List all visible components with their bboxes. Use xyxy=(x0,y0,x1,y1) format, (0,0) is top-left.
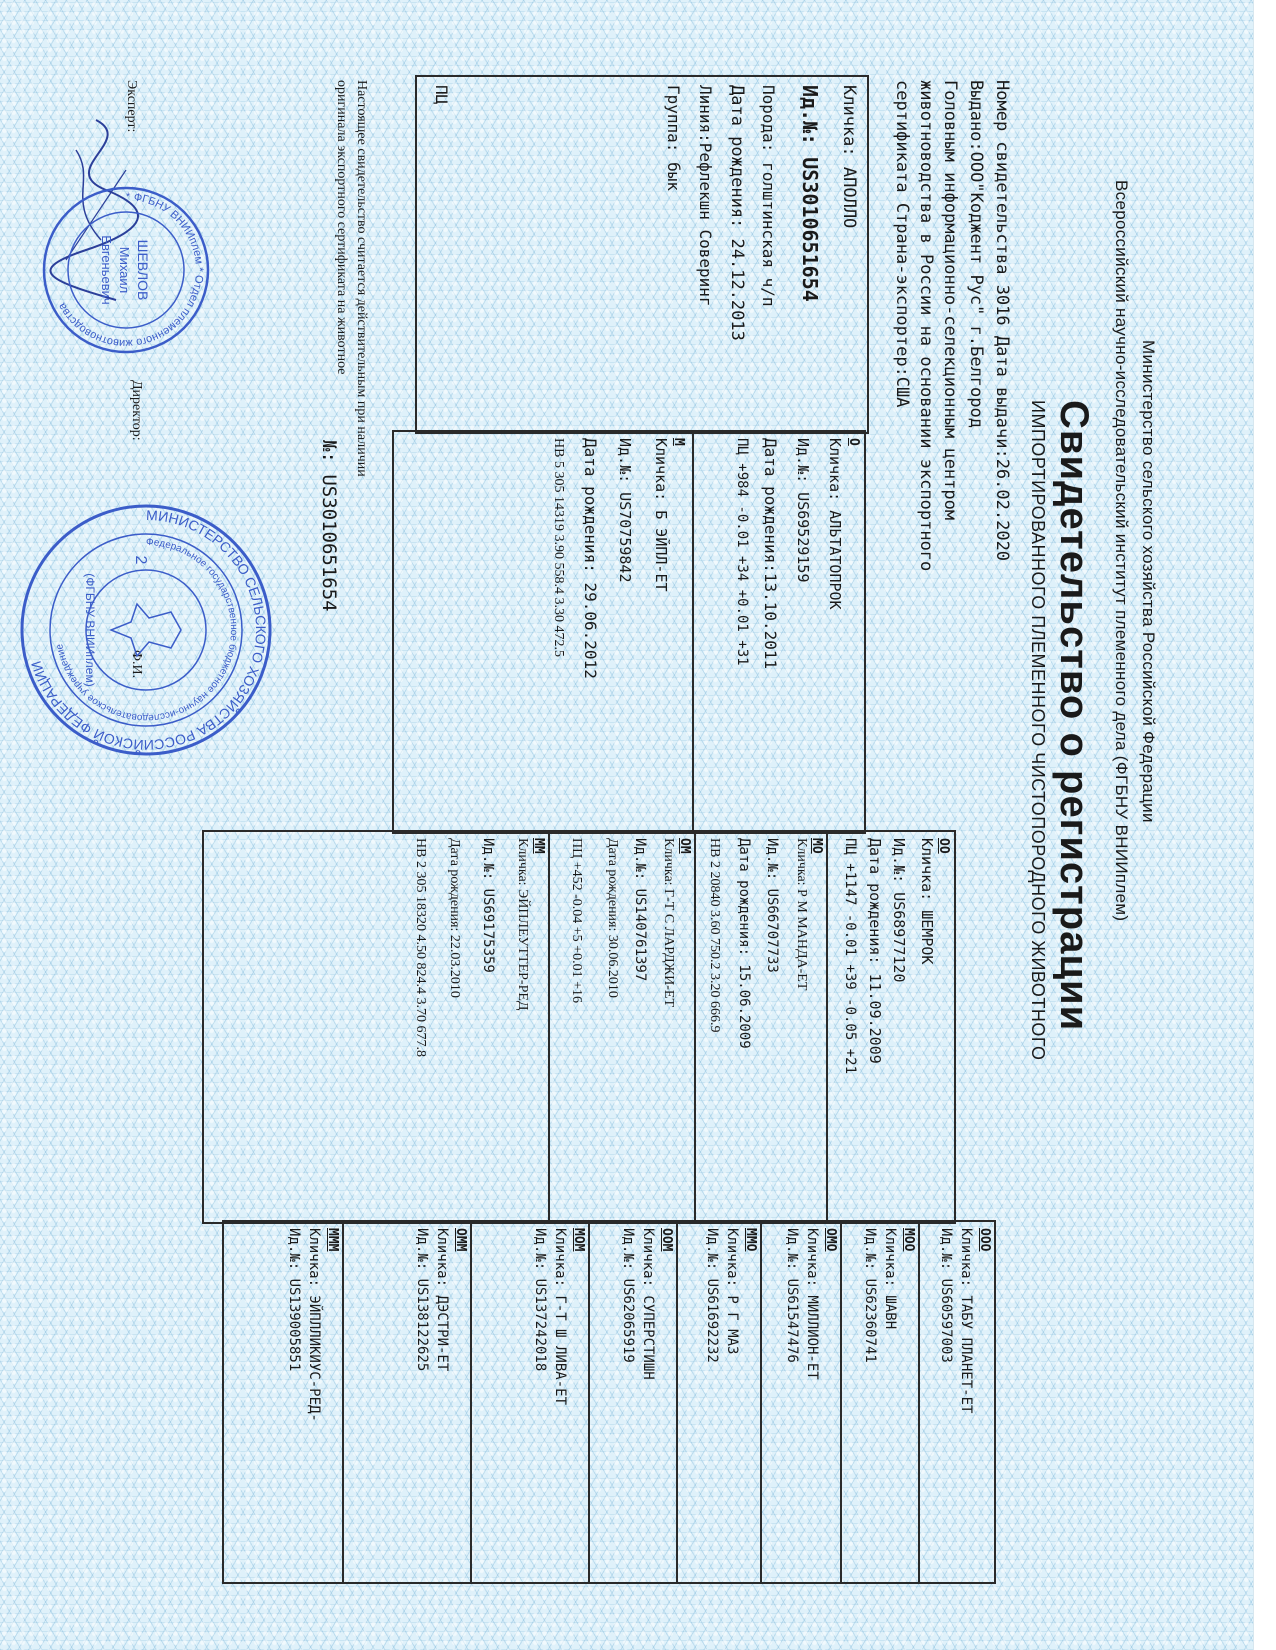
center-line-1: Головным информационно-селекционным центром xyxy=(940,80,960,521)
ggp-divider xyxy=(918,1222,920,1582)
ggp-name: Кличка: ТАБУ ПЛАНЕТ-ЕТ xyxy=(958,1228,974,1414)
mm-nv: НВ 2 305 18320 4.50 824.4 3.70 677.8 xyxy=(413,838,428,1057)
ggp-ooo xyxy=(936,1228,992,1413)
validity-note-number: №: US3010651654 xyxy=(318,440,340,612)
om-name: Кличка: Г-Т С ЛАРДЖИ-ЕТ xyxy=(661,838,676,1008)
ggp-divider xyxy=(470,1222,472,1582)
seal-ring-text: МИНИСТЕРСТВО СЕЛЬСКОГО ХОЗЯЙСТВА РОССИЙСКОЙ ФЕДЕРАЦИИ xyxy=(27,506,270,754)
issued-line: Выдано:ООО"Коджент Рус" г.Белгород xyxy=(966,80,986,428)
om-id: Ид.№: US140761397 xyxy=(632,838,648,982)
mm-birth: Дата рождения: 22.03.2010 xyxy=(447,838,462,998)
ggp-id: Ид.№: US137242018 xyxy=(532,1228,548,1372)
director-initials: Ф.И. xyxy=(129,650,144,679)
animal-breed: Порода: голштинская ч/п xyxy=(759,85,778,307)
sire-name: Кличка: АЛЬТАТОПРОК xyxy=(826,438,844,610)
ggp-divider xyxy=(588,1222,590,1582)
center-line-3: сертификата Страна-экспортер:США xyxy=(892,80,912,408)
sire-pc: ПЦ +984 -0.01 +34 +0.01 +31 xyxy=(734,438,750,666)
ggp-tag: ООМ xyxy=(659,1228,674,1252)
mm-id: Ид.№: US69175359 xyxy=(480,838,496,973)
ggp-mom xyxy=(530,1228,586,1405)
expert-stamp-icon xyxy=(36,180,216,360)
animal-name: Кличка: АПОЛЛО xyxy=(839,85,859,229)
mo-tag: МО xyxy=(809,838,824,854)
sire-id: Ид.№: US69529159 xyxy=(794,438,812,583)
ggp-mmo xyxy=(702,1228,758,1363)
om-pc: ПЦ +452 -0.04 +5 +0.01 +16 xyxy=(569,838,584,1003)
ggp-id: Ид.№: US139005851 xyxy=(286,1228,302,1372)
gp-divider-3 xyxy=(548,832,550,1222)
ggp-divider xyxy=(840,1222,842,1582)
validity-note-line-1: Настоящее свидетельство считается действительным при наличии xyxy=(354,80,369,477)
stamp-ring-text: * ФГБНУ ВНИИплем * Отдел племенного животноводства xyxy=(56,190,206,350)
animal-line: Линия:Рефлекшн Соверинг xyxy=(696,85,715,307)
ggp-divider xyxy=(760,1222,762,1582)
gp-divider-1 xyxy=(826,832,828,1222)
ggp-oom xyxy=(618,1228,674,1380)
validity-note-line-2: оригинала экспортного сертификата на животное xyxy=(334,80,349,375)
om-tag: ОМ xyxy=(677,838,692,854)
stamp-name-1: ШЕВЛОВ xyxy=(135,239,151,301)
ministry-line: Министерство сельского хозяйства Российской Федерации xyxy=(1139,340,1158,823)
great-grandparents-box xyxy=(222,1220,996,1584)
ggp-tag: МОМ xyxy=(571,1228,586,1252)
ggp-name: Кличка: Р Г МАЗ xyxy=(724,1228,740,1355)
stamp-name-3: Евгеньевич xyxy=(99,235,114,305)
ggp-name: Кличка: МИЛЛИОН-ЕТ xyxy=(804,1228,820,1380)
parents-box xyxy=(392,430,866,834)
animal-birth: Дата рождения: 24.12.2013 xyxy=(727,85,747,341)
ggp-id: Ид.№: US60597003 xyxy=(938,1228,954,1363)
ggp-divider xyxy=(676,1222,678,1582)
animal-box xyxy=(415,75,869,434)
expert-label: Эксперт: xyxy=(124,80,139,133)
ggp-tag: ОМО xyxy=(823,1228,838,1252)
mo-name: Кличка: Р М МАНДА-ЕТ xyxy=(794,838,809,991)
ggp-tag: МОО xyxy=(901,1228,916,1252)
animal-group: Группа: бык xyxy=(664,85,683,191)
ggp-tag: ОММ xyxy=(453,1228,468,1252)
ggp-id: Ид.№: US62065919 xyxy=(620,1228,636,1363)
ggp-divider xyxy=(342,1222,344,1582)
center-line-2: животноводства в России на основании экспортного xyxy=(916,80,936,572)
om-birth: Дата рождения: 30.06.2010 xyxy=(605,838,620,998)
ggp-name: Кличка: ШАВН xyxy=(882,1228,898,1330)
ggp-id: Ид.№: US138122625 xyxy=(414,1228,430,1372)
dam-nv: НВ 5 305 14319 3.90 558.4 3.30 472.5 xyxy=(551,438,566,657)
ggp-name: Кличка: ЭЙПЛЛИКИУС-РЕД- xyxy=(306,1228,322,1422)
mm-tag: ММ xyxy=(531,838,546,854)
ggp-name: Кличка: ДЭСТРИ-ЕТ xyxy=(434,1228,450,1372)
oo-birth: Дата рождения: 11.09.2009 xyxy=(866,838,884,1064)
document-title: Свидетельство о регистрации xyxy=(1052,400,1096,1032)
stamp-name-2: Михаил xyxy=(117,246,132,294)
animal-pc: ПЦ xyxy=(432,85,451,105)
dam-birth: Дата рождения: 29.06.2012 xyxy=(581,438,600,679)
ggp-tag: МММ xyxy=(325,1228,340,1252)
seal-number: 2 xyxy=(132,555,149,565)
document-subtitle: ИМПОРТИРОВАННОГО ПЛЕМЕННОГО ЧИСТОПОРОДНОГО ЖИВОТНОГО xyxy=(1028,400,1048,1061)
ggp-omm xyxy=(412,1228,468,1371)
ggp-omo xyxy=(782,1228,838,1380)
oo-id: Ид.№: US68977120 xyxy=(890,838,908,983)
mo-id: Ид.№: US66707733 xyxy=(764,838,780,973)
oo-tag: ОО xyxy=(936,838,951,854)
ggp-id: Ид.№: US61692232 xyxy=(704,1228,720,1363)
animal-id: Ид.№: US3010651654 xyxy=(798,85,822,302)
mo-birth: Дата рождения: 15.06.2009 xyxy=(736,838,752,1049)
dam-tag: М xyxy=(671,438,686,446)
dam-name: Кличка: Б ЭЙПЛ-ЕТ xyxy=(652,438,670,592)
mo-nv: НВ 2 20840 3.60 750.2 3.20 666.9 xyxy=(707,838,722,1033)
official-seal-icon xyxy=(16,500,276,760)
institute-line: Всероссийский научно-исследовательский институт племенного дела (ФГБНУ ВНИИплем) xyxy=(1112,180,1131,922)
ggp-moo xyxy=(860,1228,916,1363)
ggp-tag: ООО xyxy=(977,1228,992,1252)
dam-id: Ид.№: US70759842 xyxy=(616,438,634,583)
ggp-tag: ММО xyxy=(743,1228,758,1252)
oo-name: Кличка: ШЕМРОК xyxy=(918,838,936,965)
ggp-id: Ид.№: US61547476 xyxy=(784,1228,800,1363)
mm-name: Кличка: ЭЙПЛЕУТТЕР-РЕД xyxy=(515,838,530,1011)
ggp-id: Ид.№: US62360741 xyxy=(862,1228,878,1363)
oo-pc: ПЦ +1147 -0.01 +39 -0.05 +21 xyxy=(842,838,858,1075)
ggp-name: Кличка: СУПЕРСТИШН xyxy=(640,1228,656,1380)
certificate-number-line: Номер свидетельства 3016 Дата выдачи:26.02.2020 xyxy=(992,80,1012,562)
parents-divider xyxy=(692,432,694,832)
director-label: Директор: xyxy=(129,380,144,441)
grandparents-box xyxy=(202,830,956,1224)
ggp-mmm xyxy=(284,1228,340,1422)
sire-birth: Дата рождения:13.10.2011 xyxy=(761,438,780,670)
seal-center-text: (ФГБНУ ВНИИплем) xyxy=(83,573,97,687)
seal-inner-text: Федеральное государственное бюджетное научно-исследовательское учреждение xyxy=(54,536,240,724)
gp-divider-2 xyxy=(694,832,696,1222)
eagle-emblem-icon xyxy=(111,604,181,656)
sire-tag: О xyxy=(846,438,861,446)
ggp-name: Кличка: Г-Т Ш ЛИВА-ЕТ xyxy=(552,1228,568,1406)
